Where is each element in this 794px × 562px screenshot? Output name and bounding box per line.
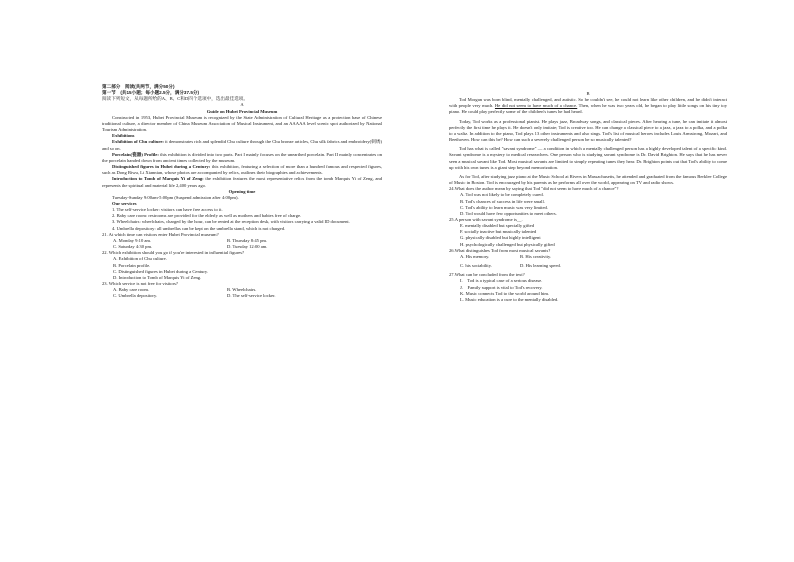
opening-time-text: Tuesday-Sunday 9:00am-5:00pm (Suspend admission after 4:00pm). [112, 194, 239, 200]
option: D. His learning speed. [520, 263, 561, 269]
exhibition-tomb [102, 176, 382, 188]
option: J. Family support is vital to Tod's recovery. [460, 284, 543, 290]
option: A. Baby care room. [113, 287, 150, 293]
option: B. Wheelchairs. [227, 287, 257, 293]
subsection-header: 第一节 (共15小题；每小题2.5分，满分37.5分) [102, 90, 199, 96]
museum-intro: Constructed in 1953, Hubei Provincial Museum is recognized by the State Administration of Cultural Heritage as a protection base of Chinese traditional culture, a director member of China Museum Association of Musical Instrument, and an AAAAA level scenic spot authorized by National Tourism Administration. [102, 114, 382, 133]
option: C. Saturday 4:30 pm. [113, 244, 153, 250]
option: D. The self-service locker. [227, 293, 276, 299]
passage-b-paragraph-1 [449, 97, 727, 115]
exhibition-text: this exhibition is divided into two parts. Part I mainly focuses on the unearthed porcelain. Part II mainly concentrates on the porcelain handed down from ancient times collected by the museum. [102, 151, 382, 163]
option: A. Monday 9:10 am. [113, 237, 152, 243]
option: I. Tod is a typical case of a serious disease. [460, 278, 543, 284]
passage-a-letter: A [240, 102, 244, 108]
service-item: 4. Umbrella depository: all umbrellas can be kept on the umbrella stand, which is not charged. [112, 225, 286, 231]
option: F. socially inactive but musically talented [460, 229, 537, 235]
passage-b-paragraph-2: Today, Tod works as a professional pianist. He plays jazz, Broadway songs, and classical pieces. After hearing a tune, he can imitate it almost perfectly the first time he plays it. He doesn't only imitate; Tod is creative too. He can change a classical piece to a jazz, a jazz to a polka, and a polka to a waltz. In addition to the piano, Tod plays 13 other instruments and also sings. Tod's list of musical heroes includes Louis Armstrong, Mozart, and Beethoven. How can this be? How can such a severely challenged person be so musically talented? [449, 118, 727, 143]
question-27: 27.What can be concluded from the text? [449, 272, 525, 278]
service-item: 1. The self-service locker: visitors can have free access to it. [112, 207, 223, 213]
service-item: 3. Wheelchairs: wheelchairs, charged by the hour, can be rented at the reception desk, with visitors carrying a valid ID document. [112, 219, 350, 225]
option: C. Umbrella depository. [113, 293, 158, 299]
option: H. psychologically challenged but physically gifted [460, 241, 555, 247]
option: E. mentally disabled but specially gifted [460, 223, 534, 229]
question-23: 23. Which service is not free for visitors? [102, 281, 178, 286]
option: B. His creativity. [520, 253, 552, 259]
question-24: 24.What does the author mean by saying that Tod "did not seem to have much of a chance"? [449, 186, 619, 192]
paragraph-text: Then, when he was two years old, he began to play little songs on his tiny toy piano. He could play perfectly some of the children's tunes he had heard. [449, 103, 728, 115]
exhibition-label: Distinguished figures in Hubei during a Century: [112, 164, 211, 170]
exhibition-text: it demonstrates rich and splendid Chu culture through the Chu bronze articles, Chu silk fabrics and embroidery(刺绣) and so on. [102, 139, 383, 151]
option: D. Introduction to Tomb of Marquis Yi of Zeng. [113, 274, 202, 280]
passage-b-paragraph-4: As for Tod, after studying jazz piano at the Music School at Rivers in Massachusetts, he attended and graduated from the famous Berklee College of Music in Boston. Tod is encouraged by his parents as he performs all over the world, appearing on TV and radio shows. [449, 173, 727, 186]
option: C. Tod's ability to learn music was very limited. [460, 204, 548, 210]
option: D. Tuesday 12:00 am. [227, 244, 268, 250]
service-item: 2. Baby care room: restrooms are provided for the elderly as well as mothers and babies free of charge. [112, 213, 302, 219]
question-23-options-row [102, 293, 382, 299]
left-column [102, 84, 382, 299]
option: A. His memory. [460, 253, 490, 259]
exhibition-label: Introduction to Tomb of Marquis Yi of Zeng: [112, 176, 204, 182]
right-column [449, 91, 727, 303]
option: G. physically disabled but highly intelligent [460, 235, 541, 241]
section-header: 第二部分 阅读(共两节，满分50分) [102, 84, 175, 89]
passage-b-paragraph-3: Tod has what is called "savant syndrome" — a condition in which a mentally challenged person has a highly developed talent of a specific kind. Savant syndrome is a mystery to medical researchers. One person who is studying savant syndrome is Dr. David Brighton. He says that he has never seen a musical savant like Tod. Most musical savants are limited to simply repeating tunes they hear. Dr. Brighton points out that Tod's ability to come up with his own tunes is a giant step beyond memorization. [449, 146, 727, 170]
question-26: 26.What distinguishes Tod from most musical savants? [449, 247, 551, 253]
exhibition-label: Porcelain(瓷器) Profile: [112, 151, 159, 157]
option: K. Music connects Tod to the world around him. [460, 290, 550, 296]
option: B. Porcelain profile. [113, 262, 151, 268]
opening-time-heading: Opening time [228, 188, 256, 194]
underlined-phrase: He did not seem to have much of a chance. [494, 103, 578, 109]
option: C. his sociability. [460, 263, 492, 269]
passage-b-letter: B [586, 91, 590, 96]
option: A. Tod was not likely to be completely cured. [460, 192, 544, 198]
option: L. Music education is a cure to the mentally disabled. [460, 296, 559, 302]
option: A. Exhibition of Chu culture. [113, 256, 167, 262]
instructions: 阅读下列短文，从每题所给的A、B、C和D四个选项中，选出最佳选项。 [102, 96, 248, 102]
exhibition-figures [102, 164, 382, 176]
exhibition-label: Exhibition of Chu culture: [112, 139, 164, 145]
services-heading: Our services [112, 200, 137, 206]
exhibitions-heading: Exhibitions [112, 133, 135, 139]
exhibition-text: this exhibition, featuring a selection of more than a hundred famous and respected figures, such as Dong Biwu, Li Xiannian, whose photos are accompanied by relics, outlines their biographies and achievements. [102, 164, 383, 176]
option: C. Distinguished figures in Hubei during a Century. [113, 268, 209, 274]
question-21: 21. At which time can visitors enter Hubei Provincial museum? [102, 231, 219, 237]
question-22: 22. Which exhibition should you go if you're interested in influential figures? [102, 250, 245, 256]
passage-a-title: Guide on Hubei Provincial Museum [206, 108, 278, 114]
option: B. Tod's chances of success in life were small. [460, 198, 545, 204]
exhibition-chu-culture [102, 139, 382, 151]
option: B. Thursday 8:45 pm. [227, 237, 268, 243]
paragraph-text: Tod Morgan was born blind, mentally challenged, and autistic. So he couldn't see, he could not learn like other children, and he didn't interact with people very much. [449, 97, 727, 109]
option: D. Tod would have few opportunities to meet others. [460, 210, 557, 216]
question-25: 25.A person with savant syndrome is__. [449, 216, 523, 222]
exhibition-porcelain [102, 152, 382, 164]
exhibition-text: the exhibition features the most representative relics from the tomb Marquis Yi of Zeng, and represents the spiritual and material life 2,400 years ago. [102, 176, 382, 188]
